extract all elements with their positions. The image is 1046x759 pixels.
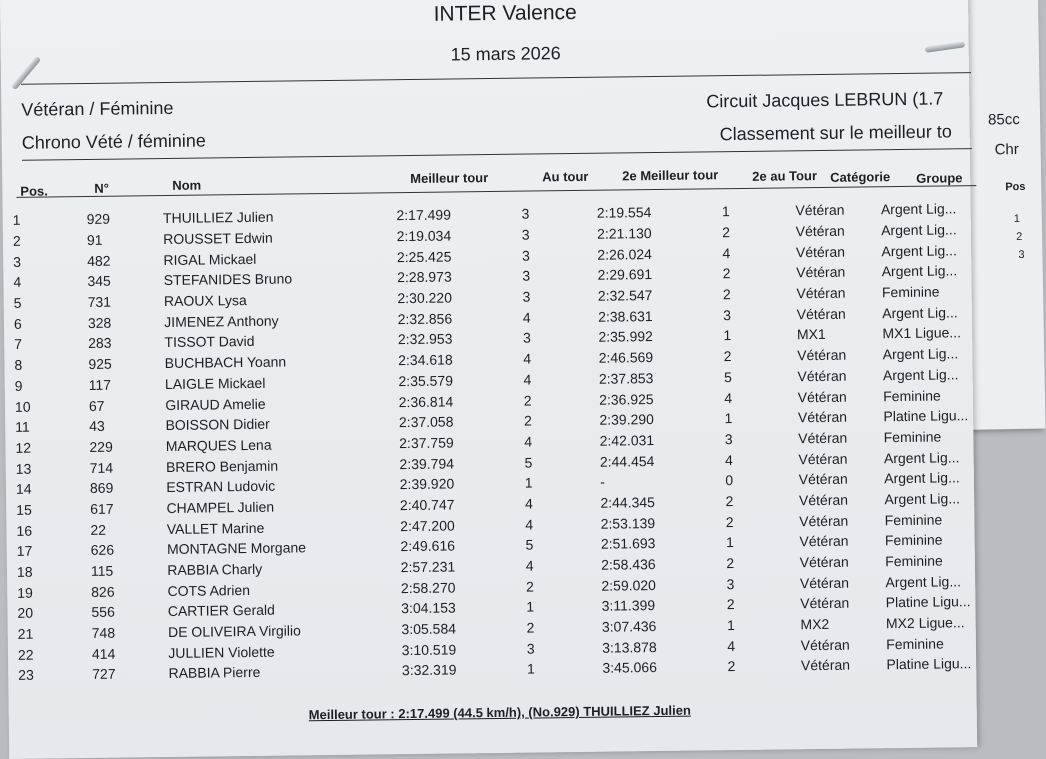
- row-num: 727: [92, 666, 116, 683]
- row-pos: 19: [17, 584, 33, 601]
- row-pos: 9: [14, 377, 23, 394]
- row-best-lap: 2:47.200: [400, 517, 455, 534]
- row-pos: 1: [12, 212, 21, 229]
- row-groupe: Feminine: [883, 387, 941, 404]
- row-categorie: Vétéran: [795, 222, 845, 240]
- row-au-tour: 4: [524, 433, 533, 450]
- row-au-tour: 3: [521, 205, 530, 222]
- row-au-tour: 3: [522, 267, 531, 285]
- row-best-lap: 2:57.231: [400, 558, 456, 576]
- row-best-lap: 3:32.319: [401, 661, 457, 679]
- second-sheet-pos: 3: [1018, 248, 1025, 261]
- row-name: BUCHBACH Yoann: [164, 353, 287, 372]
- row-best-lap: 2:39.920: [399, 475, 455, 493]
- row-name: BOISSON Didier: [165, 415, 270, 434]
- row-pos: 16: [16, 522, 33, 539]
- col-header-second-best: 2e Meilleur tour: [622, 167, 719, 184]
- row-name: THUILLIEZ Julien: [162, 209, 274, 227]
- row-num: 283: [88, 335, 112, 352]
- row-categorie: Vétéran: [799, 533, 849, 550]
- row-second-au-tour: 1: [726, 617, 735, 634]
- row-best-lap: 2:32.953: [397, 330, 453, 348]
- row-pos: 23: [18, 667, 34, 684]
- chrono-label: Chrono Vété / féminine: [21, 130, 206, 153]
- row-num: 626: [90, 541, 115, 559]
- row-au-tour: 3: [521, 247, 530, 264]
- row-groupe: Feminine: [883, 428, 942, 446]
- row-second-best-lap: 2:58.436: [601, 556, 656, 573]
- col-header-second-au-tour: 2e au Tour: [752, 168, 818, 184]
- row-pos: 2: [12, 232, 21, 249]
- row-categorie: Vétéran: [800, 657, 851, 674]
- row-categorie: Vétéran: [796, 305, 846, 323]
- row-best-lap: 2:35.579: [398, 372, 454, 390]
- row-categorie: Vétéran: [800, 595, 850, 612]
- row-second-best-lap: 2:36.925: [599, 390, 654, 408]
- col-header-num: N°: [94, 180, 109, 196]
- row-name: MONTAGNE Morgane: [166, 539, 307, 558]
- row-au-tour: 3: [522, 330, 531, 347]
- row-categorie: Vétéran: [796, 264, 846, 281]
- row-pos: 11: [15, 418, 30, 436]
- row-groupe: Argent Lig...: [885, 573, 962, 590]
- row-num: 714: [89, 459, 114, 476]
- row-best-lap: 2:30.220: [397, 289, 453, 307]
- results-table: [13, 198, 977, 685]
- row-num: 731: [87, 293, 112, 311]
- row-second-au-tour: 4: [727, 637, 736, 654]
- row-au-tour: 2: [523, 392, 532, 409]
- row-categorie: Vétéran: [797, 388, 847, 405]
- row-name: ESTRAN Ludovic: [166, 477, 276, 496]
- row-num: 929: [86, 211, 111, 228]
- row-au-tour: 2: [526, 619, 535, 636]
- row-second-au-tour: 1: [723, 327, 732, 344]
- row-second-best-lap: 2:29.691: [597, 266, 653, 284]
- row-second-au-tour: 3: [726, 575, 735, 592]
- row-categorie: Vétéran: [798, 429, 848, 447]
- col-header-au-tour: Au tour: [542, 168, 589, 185]
- row-second-au-tour: 2: [722, 224, 731, 241]
- row-pos: 17: [16, 542, 33, 560]
- second-sheet-pos-header: Pos: [1005, 180, 1026, 194]
- row-au-tour: 4: [525, 516, 534, 533]
- row-pos: 15: [16, 501, 32, 518]
- row-categorie: Vétéran: [795, 243, 846, 261]
- row-best-lap: 2:34.618: [398, 351, 453, 369]
- row-second-best-lap: 2:44.454: [599, 452, 655, 470]
- row-name: JULLIEN Violette: [168, 643, 275, 661]
- row-second-au-tour: 3: [724, 430, 733, 448]
- row-num: 117: [88, 376, 112, 393]
- row-second-au-tour: 1: [725, 534, 734, 551]
- row-second-au-tour: 2: [725, 513, 734, 530]
- second-sheet-pos: 1: [1013, 212, 1021, 226]
- row-second-au-tour: 3: [723, 306, 732, 323]
- category-label: Vétéran / Féminine: [21, 97, 174, 120]
- row-groupe: Platine Ligu...: [886, 655, 972, 673]
- row-au-tour: 4: [523, 350, 532, 367]
- row-num: 328: [87, 314, 112, 331]
- row-best-lap: 3:05.584: [401, 620, 457, 638]
- row-pos: 8: [14, 356, 23, 374]
- row-name: BRERO Benjamin: [165, 457, 279, 475]
- row-groupe: Feminine: [886, 635, 944, 653]
- row-categorie: MX1: [796, 326, 826, 343]
- row-name: RABBIA Pierre: [168, 664, 261, 682]
- second-sheet-chrono: Chr: [994, 140, 1019, 159]
- row-num: 869: [89, 479, 114, 497]
- row-second-best-lap: 2:39.290: [599, 411, 654, 428]
- row-groupe: Argent Lig...: [881, 221, 957, 239]
- row-pos: 4: [13, 274, 22, 291]
- row-au-tour: 4: [524, 495, 533, 512]
- row-au-tour: 3: [521, 226, 530, 243]
- row-num: 482: [87, 252, 111, 269]
- row-groupe: Feminine: [884, 511, 943, 528]
- row-name: STEFANIDES Bruno: [163, 270, 293, 289]
- event-title: INTER Valence: [433, 0, 577, 26]
- row-au-tour: 5: [524, 454, 533, 471]
- row-name: RIGAL Mickael: [163, 250, 257, 268]
- col-header-best: Meilleur tour: [410, 170, 489, 187]
- row-categorie: Vétéran: [797, 346, 847, 364]
- row-num: 229: [89, 438, 113, 455]
- row-categorie: Vétéran: [799, 512, 849, 529]
- row-groupe: MX1 Ligue...: [882, 324, 962, 342]
- row-pos: 5: [13, 294, 22, 311]
- row-groupe: Argent Lig...: [882, 304, 958, 322]
- row-name: RAOUX Lysa: [163, 292, 247, 310]
- row-num: 556: [91, 604, 115, 621]
- row-categorie: Vétéran: [797, 408, 848, 426]
- row-groupe: Argent Lig...: [884, 490, 961, 508]
- row-second-best-lap: 2:37.853: [598, 369, 654, 387]
- row-num: 826: [91, 583, 115, 600]
- row-second-au-tour: 2: [725, 493, 734, 510]
- row-categorie: Vétéran: [798, 491, 849, 509]
- row-au-tour: 4: [523, 371, 532, 388]
- row-second-best-lap: 2:51.693: [600, 535, 656, 553]
- row-categorie: Vétéran: [795, 202, 845, 219]
- row-second-best-lap: 2:35.992: [598, 328, 653, 346]
- col-header-groupe: Groupe: [916, 170, 963, 186]
- classement-label: Classement sur le meilleur to: [719, 121, 952, 145]
- row-name: MARQUES Lena: [165, 436, 272, 454]
- row-second-au-tour: 4: [724, 451, 733, 468]
- row-name: TISSOT David: [164, 333, 255, 351]
- row-pos: 18: [16, 563, 33, 580]
- row-categorie: Vétéran: [799, 553, 849, 571]
- row-second-au-tour: 4: [722, 244, 731, 261]
- column-header-divider: [16, 185, 976, 198]
- row-groupe: Feminine: [884, 531, 943, 549]
- circuit-label: Circuit Jacques LEBRUN (1.7: [706, 88, 944, 112]
- row-pos: 10: [14, 398, 31, 415]
- row-best-lap: 2:32.856: [397, 310, 453, 327]
- row-second-best-lap: 2:46.569: [598, 349, 654, 366]
- row-name: RABBIA Charly: [167, 560, 263, 579]
- row-categorie: Vétéran: [796, 284, 846, 302]
- row-best-lap: 2:37.759: [399, 434, 454, 452]
- row-best-lap: 2:58.270: [400, 579, 456, 596]
- row-second-best-lap: 3:13.878: [602, 638, 657, 656]
- row-best-lap: 2:39.794: [399, 455, 455, 472]
- row-second-best-lap: 2:59.020: [601, 576, 657, 594]
- row-second-best-lap: 3:07.436: [601, 618, 657, 635]
- row-second-au-tour: 2: [727, 658, 736, 675]
- row-groupe: Argent Lig...: [882, 366, 959, 384]
- row-best-lap: 3:10.519: [401, 641, 457, 658]
- row-second-best-lap: 2:44.345: [600, 494, 655, 511]
- row-name: LAIGLE Mickael: [164, 374, 266, 392]
- row-num: 617: [90, 500, 114, 517]
- header-divider: [21, 72, 971, 85]
- row-num: 91: [86, 231, 103, 248]
- event-date: 15 mars 2026: [450, 43, 561, 65]
- row-groupe: Argent Lig...: [881, 262, 958, 280]
- row-second-au-tour: 2: [726, 555, 735, 572]
- row-pos: 7: [14, 336, 23, 353]
- row-groupe: Argent Lig...: [883, 448, 960, 466]
- row-best-lap: 2:40.747: [399, 496, 455, 514]
- row-au-tour: 4: [522, 309, 531, 326]
- row-num: 345: [87, 273, 111, 290]
- row-num: 43: [89, 417, 105, 435]
- row-second-au-tour: 2: [722, 286, 731, 303]
- row-name: CHAMPEL Julien: [166, 498, 275, 516]
- row-groupe: Argent Lig...: [881, 242, 958, 259]
- row-second-best-lap: 3:45.066: [602, 659, 658, 677]
- row-num: 748: [91, 624, 116, 642]
- row-second-au-tour: 2: [726, 596, 735, 613]
- row-second-best-lap: 3:11.399: [601, 597, 656, 615]
- row-num: 67: [88, 397, 105, 414]
- row-categorie: Vétéran: [797, 367, 847, 385]
- row-au-tour: 4: [525, 557, 534, 574]
- row-second-au-tour: 4: [724, 389, 733, 406]
- row-best-lap: 2:36.814: [398, 393, 454, 410]
- row-au-tour: 1: [524, 474, 533, 491]
- row-num: 925: [88, 355, 112, 373]
- row-second-au-tour: 2: [722, 265, 731, 282]
- row-groupe: Platine Ligu...: [885, 593, 971, 611]
- second-sheet-category: 85cc: [987, 110, 1020, 129]
- row-groupe: Argent Lig...: [884, 469, 960, 487]
- row-second-best-lap: 2:42.031: [599, 431, 655, 449]
- row-name: DE OLIVEIRA Virgilio: [167, 622, 301, 641]
- row-au-tour: 5: [525, 536, 534, 553]
- row-second-best-lap: 2:38.631: [598, 307, 653, 325]
- row-name: JIMENEZ Anthony: [164, 312, 279, 330]
- row-pos: 20: [17, 605, 34, 622]
- row-pos: 13: [15, 460, 32, 477]
- col-header-nom: Nom: [172, 177, 202, 193]
- row-pos: 12: [15, 439, 32, 456]
- col-header-categorie: Catégorie: [830, 169, 891, 185]
- row-second-best-lap: -: [600, 473, 605, 490]
- row-au-tour: 2: [523, 412, 532, 429]
- row-categorie: MX2: [800, 616, 830, 633]
- row-second-best-lap: 2:32.547: [597, 287, 653, 304]
- row-categorie: Vétéran: [799, 574, 850, 591]
- row-second-best-lap: 2:26.024: [597, 245, 652, 263]
- row-pos: 14: [15, 480, 32, 498]
- row-au-tour: 3: [526, 640, 535, 657]
- row-groupe: Feminine: [881, 283, 940, 301]
- row-name: ROUSSET Edwin: [163, 229, 273, 248]
- row-second-au-tour: 0: [725, 472, 734, 489]
- row-pos: 6: [13, 315, 22, 332]
- row-num: 115: [90, 562, 114, 579]
- row-name: VALLET Marine: [166, 519, 265, 537]
- row-second-best-lap: 2:19.554: [596, 204, 652, 222]
- row-name: CARTIER Gerald: [167, 602, 275, 620]
- row-groupe: Argent Lig...: [880, 200, 957, 218]
- row-num: 22: [90, 521, 107, 538]
- row-best-lap: 2:19.034: [396, 227, 452, 245]
- row-best-lap: 2:37.058: [398, 413, 454, 431]
- row-second-au-tour: 5: [723, 368, 732, 386]
- row-best-lap: 3:04.153: [401, 599, 456, 617]
- row-num: 414: [91, 645, 116, 662]
- row-au-tour: 2: [525, 578, 534, 595]
- row-second-au-tour: 2: [723, 348, 732, 365]
- row-best-lap: 2:17.499: [396, 206, 452, 224]
- row-categorie: Vétéran: [800, 636, 850, 654]
- row-groupe: MX2 Ligue...: [885, 614, 965, 632]
- row-categorie: Vétéran: [798, 450, 848, 467]
- best-lap-summary: Meilleur tour : 2:17.499 (44.5 km/h), (No.929) THUILLIEZ Julien: [308, 702, 691, 723]
- row-categorie: Vétéran: [798, 470, 848, 488]
- row-au-tour: 1: [526, 598, 535, 616]
- row-groupe: Feminine: [885, 552, 943, 570]
- second-sheet-pos: 2: [1016, 230, 1023, 244]
- row-second-au-tour: 1: [724, 410, 733, 427]
- row-name: COTS Adrien: [167, 581, 251, 599]
- row-name: GIRAUD Amelie: [165, 395, 266, 413]
- row-best-lap: 2:28.973: [397, 268, 452, 286]
- row-groupe: Platine Ligu...: [883, 407, 969, 425]
- row-best-lap: 2:25.425: [396, 248, 452, 265]
- row-groupe: Argent Lig...: [882, 345, 959, 363]
- row-pos: 22: [17, 646, 34, 663]
- row-au-tour: 1: [527, 660, 535, 678]
- col-header-pos: Pos.: [20, 183, 48, 199]
- row-second-best-lap: 2:21.130: [597, 225, 652, 242]
- row-pos: 3: [13, 253, 22, 270]
- row-second-au-tour: 1: [721, 203, 730, 220]
- row-pos: 21: [17, 625, 34, 642]
- row-best-lap: 2:49.616: [400, 537, 456, 555]
- row-au-tour: 3: [522, 288, 531, 305]
- row-second-best-lap: 2:53.139: [600, 514, 656, 532]
